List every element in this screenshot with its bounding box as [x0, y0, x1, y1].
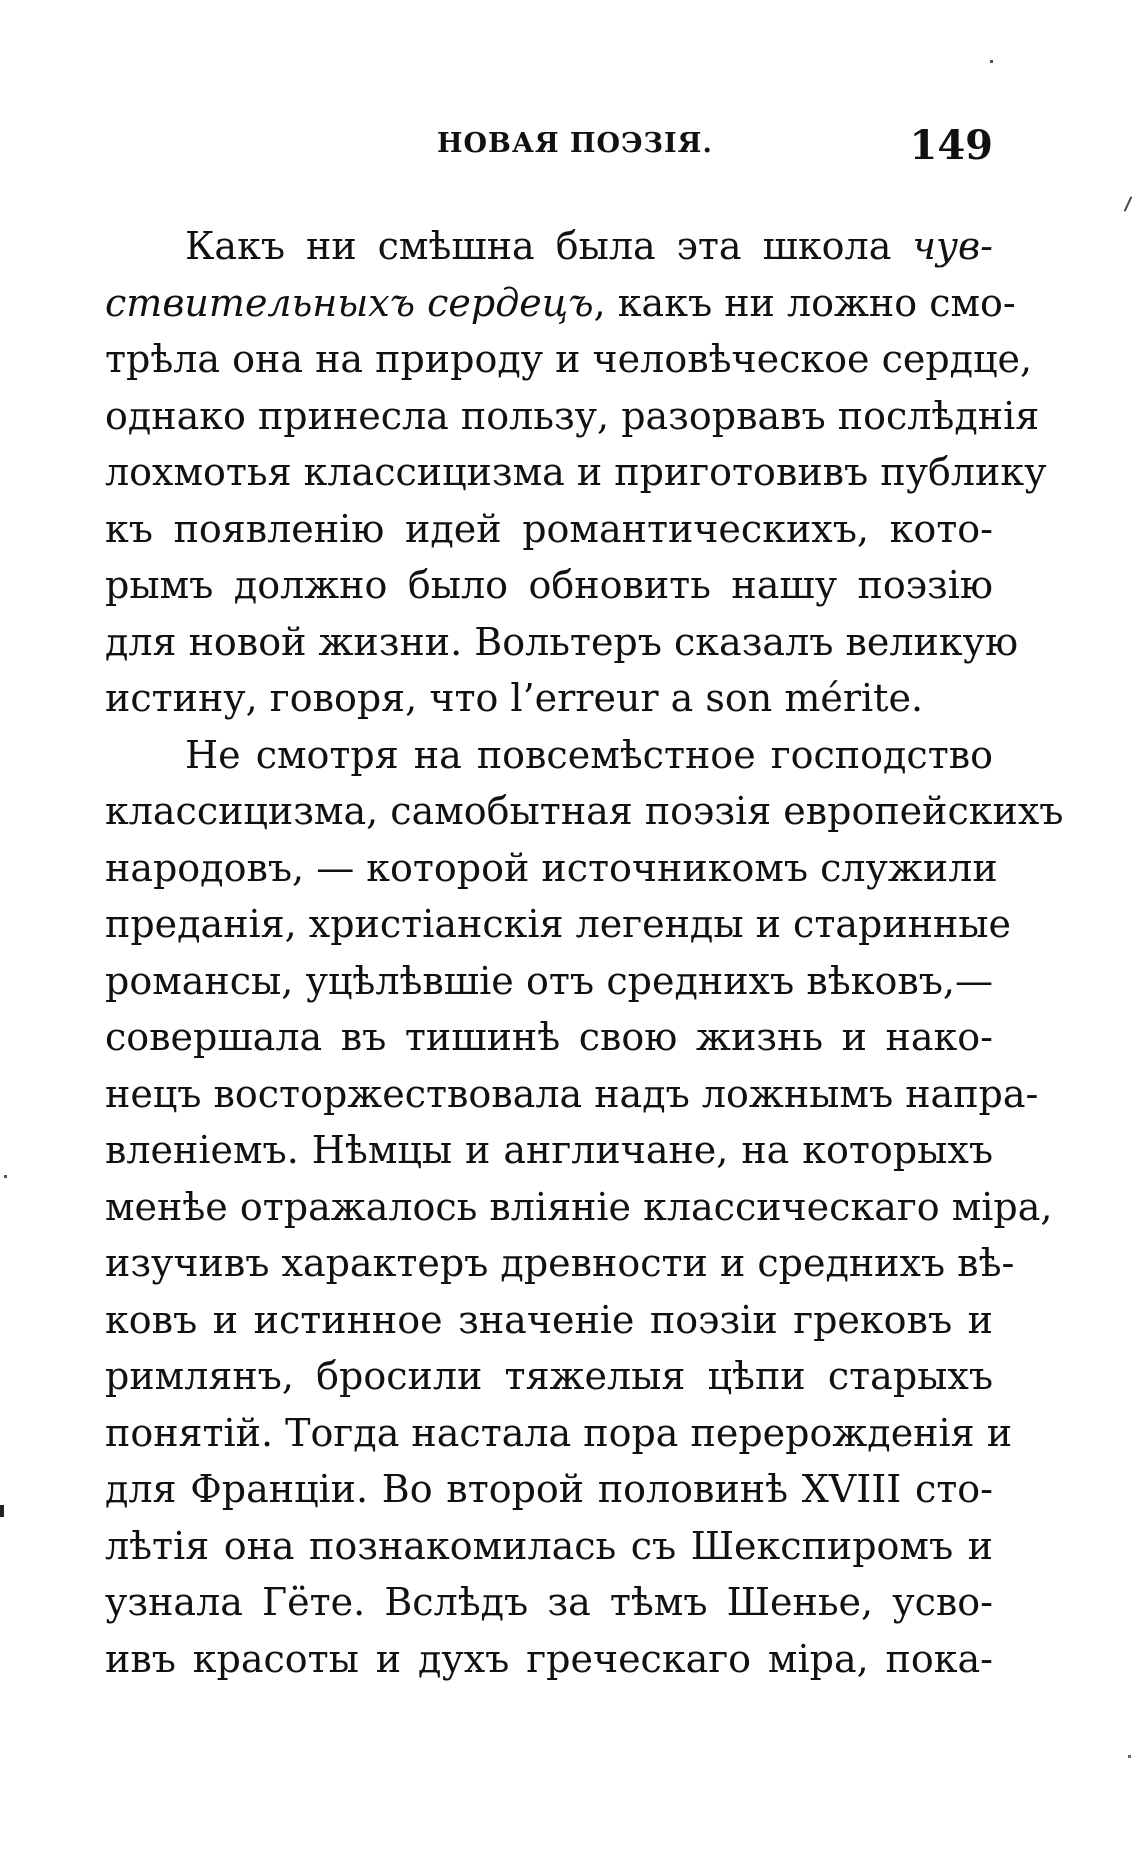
text-line: однако принесла пользу, разорвавъ послѣднія	[105, 393, 1040, 438]
stray-mark	[990, 60, 993, 63]
text-line: вленіемъ. Нѣмцы и англичане, на которыхъ	[105, 1128, 993, 1172]
text-line: изучивъ характеръ древности и среднихъ вѣ-	[105, 1241, 1015, 1285]
text-line: менѣе отражалось вліяніе классическаго міра,	[105, 1184, 1053, 1229]
page-header	[108, 122, 993, 182]
stray-mark	[1128, 1755, 1131, 1758]
text-line: понятій. Тогда настала пора перерожденія и	[105, 1410, 1013, 1455]
text-line: лѣтія она познакомилась съ Шекспиромъ и	[105, 1523, 993, 1568]
stray-mark	[0, 1505, 4, 1517]
stray-mark	[1124, 196, 1133, 211]
italic-text: чув-	[912, 224, 993, 268]
text-line: римлянъ, бросили тяжелыя цѣпи старыхъ	[105, 1354, 993, 1398]
running-title: НОВАЯ ПОЭЗІЯ.	[437, 128, 713, 159]
text-line: для Франціи. Во второй половинѣ XVIII сто-	[105, 1467, 993, 1511]
text-line: лохмотья классицизма и приготовивъ публику	[105, 450, 1047, 494]
text-line: совершала въ тишинѣ свою жизнь и нако-	[105, 1015, 993, 1059]
text-line: къ появленію идей романтическихъ, кото-	[105, 506, 993, 551]
text-line: Не смотря на повсемѣстное господство	[185, 732, 993, 777]
stray-mark	[4, 1175, 7, 1178]
body-text	[105, 218, 1064, 1687]
text-line: преданія, христіанскія легенды и старинные	[105, 902, 1012, 946]
text-line: ствительныхъ сердецъ, какъ ни ложно смо-	[105, 280, 1016, 325]
italic-text: ствительныхъ сердецъ	[105, 280, 594, 325]
text-line: Какъ ни смѣшна была эта школа чув-	[185, 224, 993, 268]
text-line: нецъ восторжествовала надъ ложнымъ напра-	[105, 1071, 1039, 1116]
text-line: узнала Гёте. Вслѣдъ за тѣмъ Шенье, усво-	[105, 1580, 993, 1624]
text-line: классицизма, самобытная поэзія европейскихъ	[105, 789, 1064, 833]
text-line: романсы, уцѣлѣвшіе отъ среднихъ вѣковъ,—	[105, 958, 993, 1003]
text-line: народовъ, — которой источникомъ служили	[105, 845, 998, 890]
text-line: рымъ должно было обновить нашу поэзію	[105, 563, 993, 607]
text-line: трѣла она на природу и человѣческое сердце,	[105, 337, 1033, 381]
text-line: истину, говоря, что l’erreur a son mérite.	[105, 676, 924, 720]
page-number: 149	[909, 122, 993, 169]
text-line: ковъ и истинное значеніе поэзіи грековъ и	[105, 1297, 993, 1342]
text-line: для новой жизни. Вольтеръ сказалъ великую	[105, 619, 1019, 664]
text-line: ивъ красоты и духъ греческаго міра, пока-	[105, 1636, 993, 1681]
